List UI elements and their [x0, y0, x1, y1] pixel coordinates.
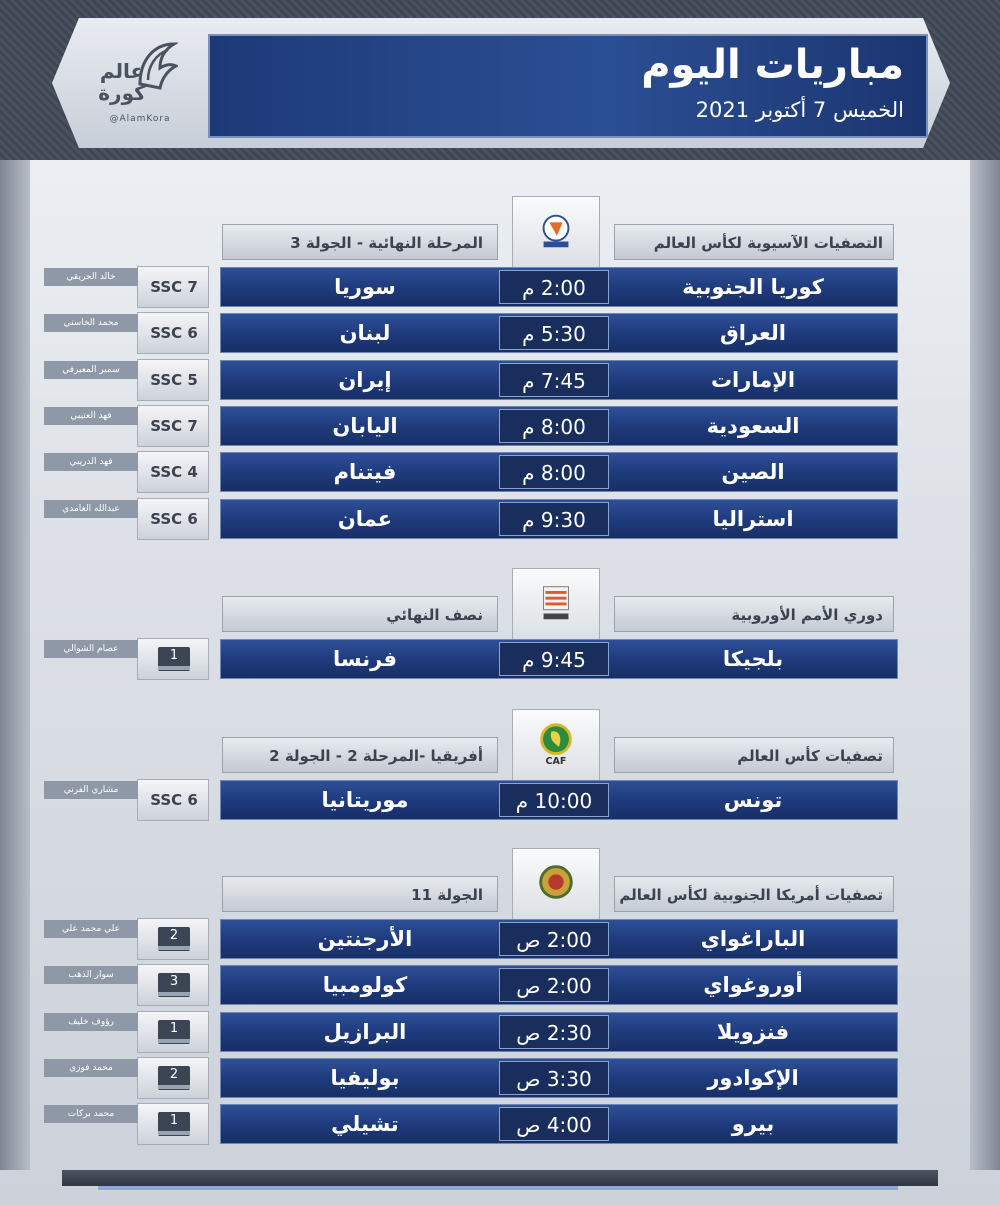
away-team: فيتنام — [333, 460, 397, 484]
nations-league-emblem-icon — [535, 581, 577, 625]
away-team: موريتانيا — [321, 788, 409, 812]
away-team: إيران — [338, 368, 392, 392]
commentator-tag: عصام الشوالي — [44, 640, 138, 658]
logo-text: عالم كورة — [98, 59, 146, 105]
channel-label: SSC 7 — [150, 417, 198, 435]
commentator-tag: مشاري الفرني — [44, 781, 138, 799]
channel-box — [137, 779, 209, 821]
match-time: 3:30 ص — [499, 1061, 609, 1095]
bein-channel-badge — [158, 927, 190, 951]
caf-emblem-icon — [535, 722, 577, 766]
channel-label: SSC 4 — [150, 463, 198, 481]
match-time: 2:00 م — [499, 270, 609, 304]
page-title: مباريات اليوم — [641, 42, 904, 88]
channel-box — [137, 451, 209, 493]
channel-box — [137, 312, 209, 354]
svg-text:CAF: CAF — [545, 756, 567, 766]
match-time: 5:30 م — [499, 316, 609, 350]
away-team: الأرجنتين — [317, 927, 413, 951]
channel-label: SSC 7 — [150, 278, 198, 296]
match-time: 9:45 م — [499, 642, 609, 676]
channel-label: SSC 5 — [150, 371, 198, 389]
match-row — [220, 1104, 898, 1144]
section-competition: دوري الأمم الأوروبية — [614, 596, 894, 632]
commentator-tag: علي محمد علي — [44, 920, 138, 938]
match-row — [220, 965, 898, 1005]
match-time: 2:30 ص — [499, 1015, 609, 1049]
left-frame — [0, 160, 30, 1170]
home-team: استراليا — [712, 507, 794, 531]
channel-box — [137, 1057, 209, 1099]
commentator-tag: رؤوف خليف — [44, 1013, 138, 1031]
page-date: الخميس 7 أكتوبر 2021 — [695, 98, 904, 122]
channel-label: SSC 6 — [150, 510, 198, 528]
channel-label: SSC 6 — [150, 791, 198, 809]
site-logo — [80, 34, 200, 134]
logo-tagline: @AlamKora — [109, 114, 171, 124]
match-row — [220, 1012, 898, 1052]
commentator-tag: محمد فوزي — [44, 1059, 138, 1077]
channel-number: 1 — [169, 1113, 179, 1128]
match-time: 10:00 م — [499, 783, 609, 817]
channel-label: SSC 6 — [150, 324, 198, 342]
match-time: 8:00 م — [499, 455, 609, 489]
right-frame — [970, 160, 1000, 1170]
channel-box — [137, 498, 209, 540]
channel-box — [137, 964, 209, 1006]
commentator-tag: سوار الذهب — [44, 966, 138, 984]
channel-box — [137, 405, 209, 447]
away-team: بوليفيا — [330, 1066, 400, 1090]
section-stage: الجولة 11 — [222, 876, 498, 912]
channel-number: 3 — [169, 974, 179, 989]
channel-box — [137, 918, 209, 960]
home-team: الإمارات — [710, 368, 796, 392]
channel-number: 2 — [169, 928, 179, 943]
match-row — [220, 1058, 898, 1098]
commentator-tag: خالد الحريقي — [44, 268, 138, 286]
match-row — [220, 452, 898, 492]
section-stage: المرحلة النهائية - الجولة 3 — [222, 224, 498, 260]
bein-channel-badge — [158, 1112, 190, 1136]
commentator-tag: محمد الخاسني — [44, 314, 138, 332]
bein-channel-badge — [158, 1066, 190, 1090]
commentator-tag: عبدالله الغامدي — [44, 500, 138, 518]
channel-number: 2 — [169, 1067, 179, 1082]
away-team: اليابان — [332, 414, 398, 438]
competition-emblem — [512, 568, 600, 640]
match-row — [220, 639, 898, 679]
match-time: 4:00 ص — [499, 1107, 609, 1141]
channel-number: 1 — [169, 1021, 179, 1036]
section-stage: نصف النهائي — [222, 596, 498, 632]
home-team: بلجيكا — [722, 647, 784, 671]
match-row — [220, 360, 898, 400]
match-row — [220, 919, 898, 959]
channel-box — [137, 266, 209, 308]
section-competition: تصفيات أمريكا الجنوبية لكأس العالم — [614, 876, 894, 912]
match-time: 8:00 م — [499, 409, 609, 443]
home-team: الإكوادور — [707, 1066, 799, 1090]
section-header — [222, 224, 896, 260]
bein-channel-badge — [158, 1020, 190, 1044]
home-team: العراق — [720, 321, 786, 345]
home-team: الباراغواي — [700, 927, 806, 951]
title-box — [208, 34, 928, 138]
home-team: السعودية — [706, 414, 800, 438]
match-row — [220, 313, 898, 353]
channel-box — [137, 359, 209, 401]
away-team: سوريا — [334, 275, 396, 299]
competition-emblem — [512, 709, 600, 781]
section-stage: أفريقيا -المرحلة 2 - الجولة 2 — [222, 737, 498, 773]
away-team: كولومبيا — [322, 973, 408, 997]
section-header — [222, 596, 896, 632]
match-row — [220, 406, 898, 446]
commentator-tag: فهد الدريبي — [44, 453, 138, 471]
commentator-tag: محمد بركات — [44, 1105, 138, 1123]
channel-box — [137, 638, 209, 680]
away-team: عمان — [337, 507, 393, 531]
section-competition: تصفيات كأس العالم — [614, 737, 894, 773]
away-team: لبنان — [339, 321, 391, 345]
footer-line — [98, 1186, 898, 1190]
competition-emblem — [512, 848, 600, 920]
away-team: تشيلي — [331, 1112, 399, 1136]
home-team: تونس — [723, 788, 783, 812]
section-header — [222, 876, 896, 912]
match-row — [220, 780, 898, 820]
footer-bar — [62, 1170, 938, 1186]
commentator-tag: سمير المعيرفي — [44, 361, 138, 379]
section-header — [222, 737, 896, 773]
competition-emblem — [512, 196, 600, 268]
match-time: 9:30 م — [499, 502, 609, 536]
home-team: أوروغواي — [703, 973, 803, 997]
match-time: 2:00 ص — [499, 968, 609, 1002]
channel-number: 1 — [169, 648, 179, 663]
channel-box — [137, 1103, 209, 1145]
home-team: بيرو — [731, 1112, 775, 1136]
commentator-tag: فهد العتيبي — [44, 407, 138, 425]
section-competition: التصفيات الآسيوية لكأس العالم — [614, 224, 894, 260]
bein-channel-badge — [158, 647, 190, 671]
home-team: فنزويلا — [716, 1020, 790, 1044]
afc-qualifiers-emblem-icon — [535, 209, 577, 253]
match-time: 2:00 ص — [499, 922, 609, 956]
match-time: 7:45 م — [499, 363, 609, 397]
away-team: البرازيل — [323, 1020, 407, 1044]
conmebol-emblem-icon — [535, 861, 577, 905]
home-team: الصين — [721, 460, 785, 484]
bein-channel-badge — [158, 973, 190, 997]
away-team: فرنسا — [333, 647, 397, 671]
match-row — [220, 267, 898, 307]
match-row — [220, 499, 898, 539]
home-team: كوريا الجنوبية — [682, 275, 824, 299]
channel-box — [137, 1011, 209, 1053]
